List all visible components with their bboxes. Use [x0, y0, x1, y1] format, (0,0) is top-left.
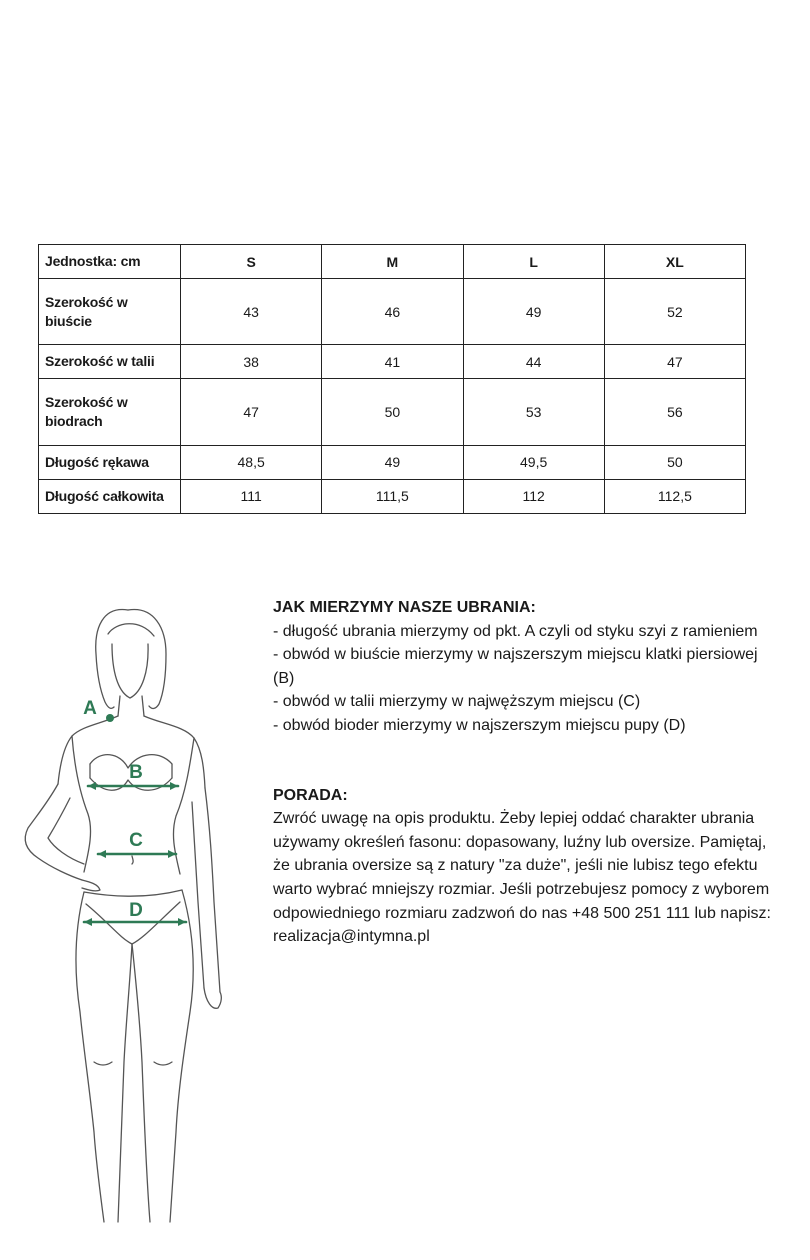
table-cell: 49 [322, 445, 463, 479]
measure-line: - długość ubrania mierzymy od pkt. A czyli od styku szyi z ramieniem [273, 622, 758, 640]
label-b: B [129, 762, 143, 783]
table-cell: 47 [181, 379, 322, 445]
table-cell: 112 [463, 479, 604, 513]
row-label: Długość całkowita [39, 479, 181, 513]
size-header-m: M [322, 245, 463, 279]
table-row [39, 345, 746, 379]
table-cell: 52 [604, 279, 745, 345]
table-cell: 41 [322, 345, 463, 379]
table-row [39, 445, 746, 479]
label-a: A [83, 698, 97, 719]
measure-line: - obwód w biuście mierzymy w najszerszym miejscu klatki piersiowej (B) [273, 646, 758, 687]
table-cell: 50 [322, 379, 463, 445]
table-cell: 50 [604, 445, 745, 479]
measurement-figure [8, 592, 248, 1242]
table-row [39, 279, 746, 345]
table-cell: 38 [181, 345, 322, 379]
unit-label: Jednostka: cm [39, 245, 181, 279]
measure-line: - obwód bioder mierzymy w najszerszym miejscu pupy (D) [273, 716, 686, 734]
table-cell: 53 [463, 379, 604, 445]
size-header-l: L [463, 245, 604, 279]
advice-text: Zwróć uwagę na opis produktu. Żeby lepiej oddać charakter ubrania używamy określeń fasonu: dopasowany, luźny lub oversize. Pamiętaj, że ubrania oversize są z natury "za duże", jeśli nie lubisz tego efektu warto wybrać mniejszy rozmiar. Jeśli potrzebujesz pomocy z wyborem odpowiedniego rozmiaru zadzwoń do nas +48 500 251 111 lub napisz: realizacja@intymna.pl [273, 810, 771, 946]
table-cell: 43 [181, 279, 322, 345]
row-label: Długość rękawa [39, 445, 181, 479]
measure-line: - obwód w talii mierzymy w najwęższym miejscu (C) [273, 693, 641, 711]
body-outline-illustration [8, 592, 248, 1242]
table-header-row [39, 245, 746, 279]
table-row [39, 479, 746, 513]
table-cell: 49 [463, 279, 604, 345]
size-header-s: S [181, 245, 322, 279]
table-cell: 56 [604, 379, 745, 445]
table-cell: 112,5 [604, 479, 745, 513]
table-cell: 47 [604, 345, 745, 379]
table-row [39, 379, 746, 445]
table-cell: 48,5 [181, 445, 322, 479]
advice-heading: PORADA: [273, 786, 348, 804]
table-cell: 44 [463, 345, 604, 379]
row-label: Szerokość w talii [39, 345, 181, 379]
label-c: C [129, 830, 143, 851]
table-cell: 46 [322, 279, 463, 345]
row-label: Szerokość w biodrach [39, 379, 181, 445]
measurement-info [273, 596, 773, 949]
point-a-marker [106, 714, 114, 722]
size-header-xl: XL [604, 245, 745, 279]
table-cell: 49,5 [463, 445, 604, 479]
table-cell: 111 [181, 479, 322, 513]
label-d: D [129, 900, 143, 921]
size-table [38, 244, 746, 514]
row-label: Szerokość w biuście [39, 279, 181, 345]
table-cell: 111,5 [322, 479, 463, 513]
how-we-measure-heading: JAK MIERZYMY NASZE UBRANIA: [273, 599, 536, 616]
